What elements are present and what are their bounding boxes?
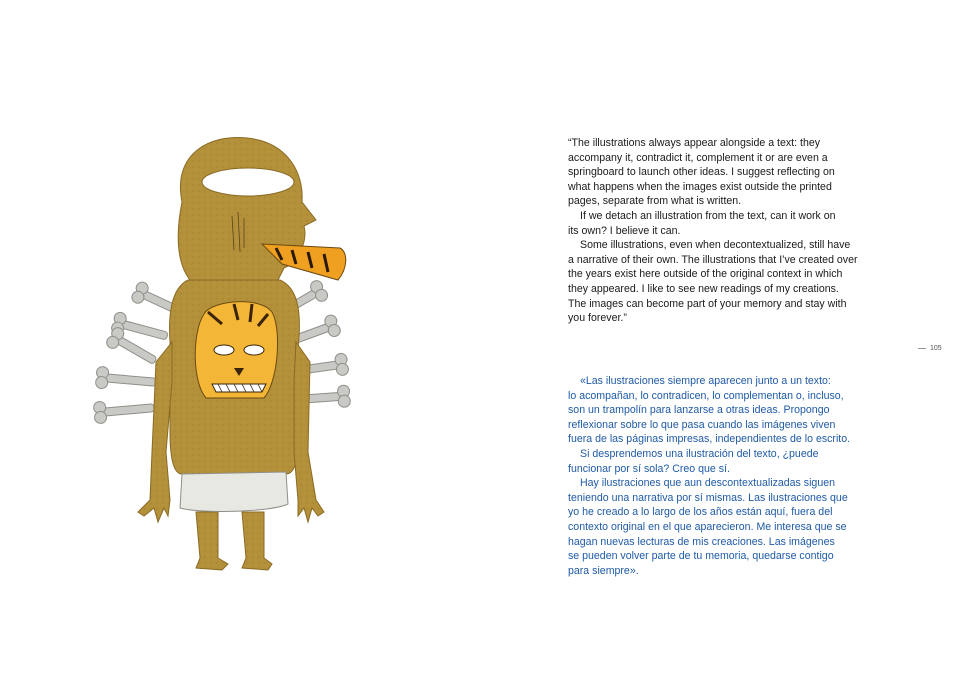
spanish-paragraph-2: Si desprendemos una ilustración del texto, ¿puede funcionar por sí sola? Creo que sí. [568,447,819,475]
page-number-label: 105 [930,345,942,352]
spanish-quote [568,374,908,578]
page-number [918,345,942,352]
english-paragraph-1: “The illustrations always appear alongside a text: they accompany it, contradict it, complement it or are even a springboard to launch other ideas. I suggest reflecting on what happens when the images exist outside the printed pages, separate from what is written. [568,137,835,208]
cardboard-figure-illustration [72,112,400,612]
eye-hole [202,168,294,196]
english-paragraph-3: Some illustrations, even when decontextualized, still have a narrative of their own. The illustrations that I’ve created over the years exist here outside of the original context in which they appeared. I like to see new readings of my creations. The images can become part of your memory and stay with you forever.” [568,239,858,325]
loincloth [180,472,288,511]
page-number-rule [918,348,926,349]
spanish-paragraph-1: «Las ilustraciones siempre aparecen junto a un texto: lo acompañan, lo contradicen, lo complementan o, incluso, son un trampolín para lanzarse a otras ideas. Propongo reflexionar sobre lo que pasa cuando las imágenes viven fuera de las páginas impresas, independientes de lo escrito. [568,375,851,446]
tiger-face [195,302,277,398]
english-paragraph-2: If we detach an illustration from the text, can it work on its own? I believe it can. [568,209,836,237]
english-quote [568,136,908,326]
spanish-paragraph-3: Hay ilustraciones que aun descontextualizadas siguen teniendo una narrativa por sí mismas. Las ilustraciones que yo he creado a lo largo de los años están aquí, fuera del contexto original en el que aparecieron. Me interesa que se hagan nuevas lecturas de mis creaciones. Las imágenes se pueden volver parte de tu memoria, quedarse contigo para siempre». [568,477,848,577]
